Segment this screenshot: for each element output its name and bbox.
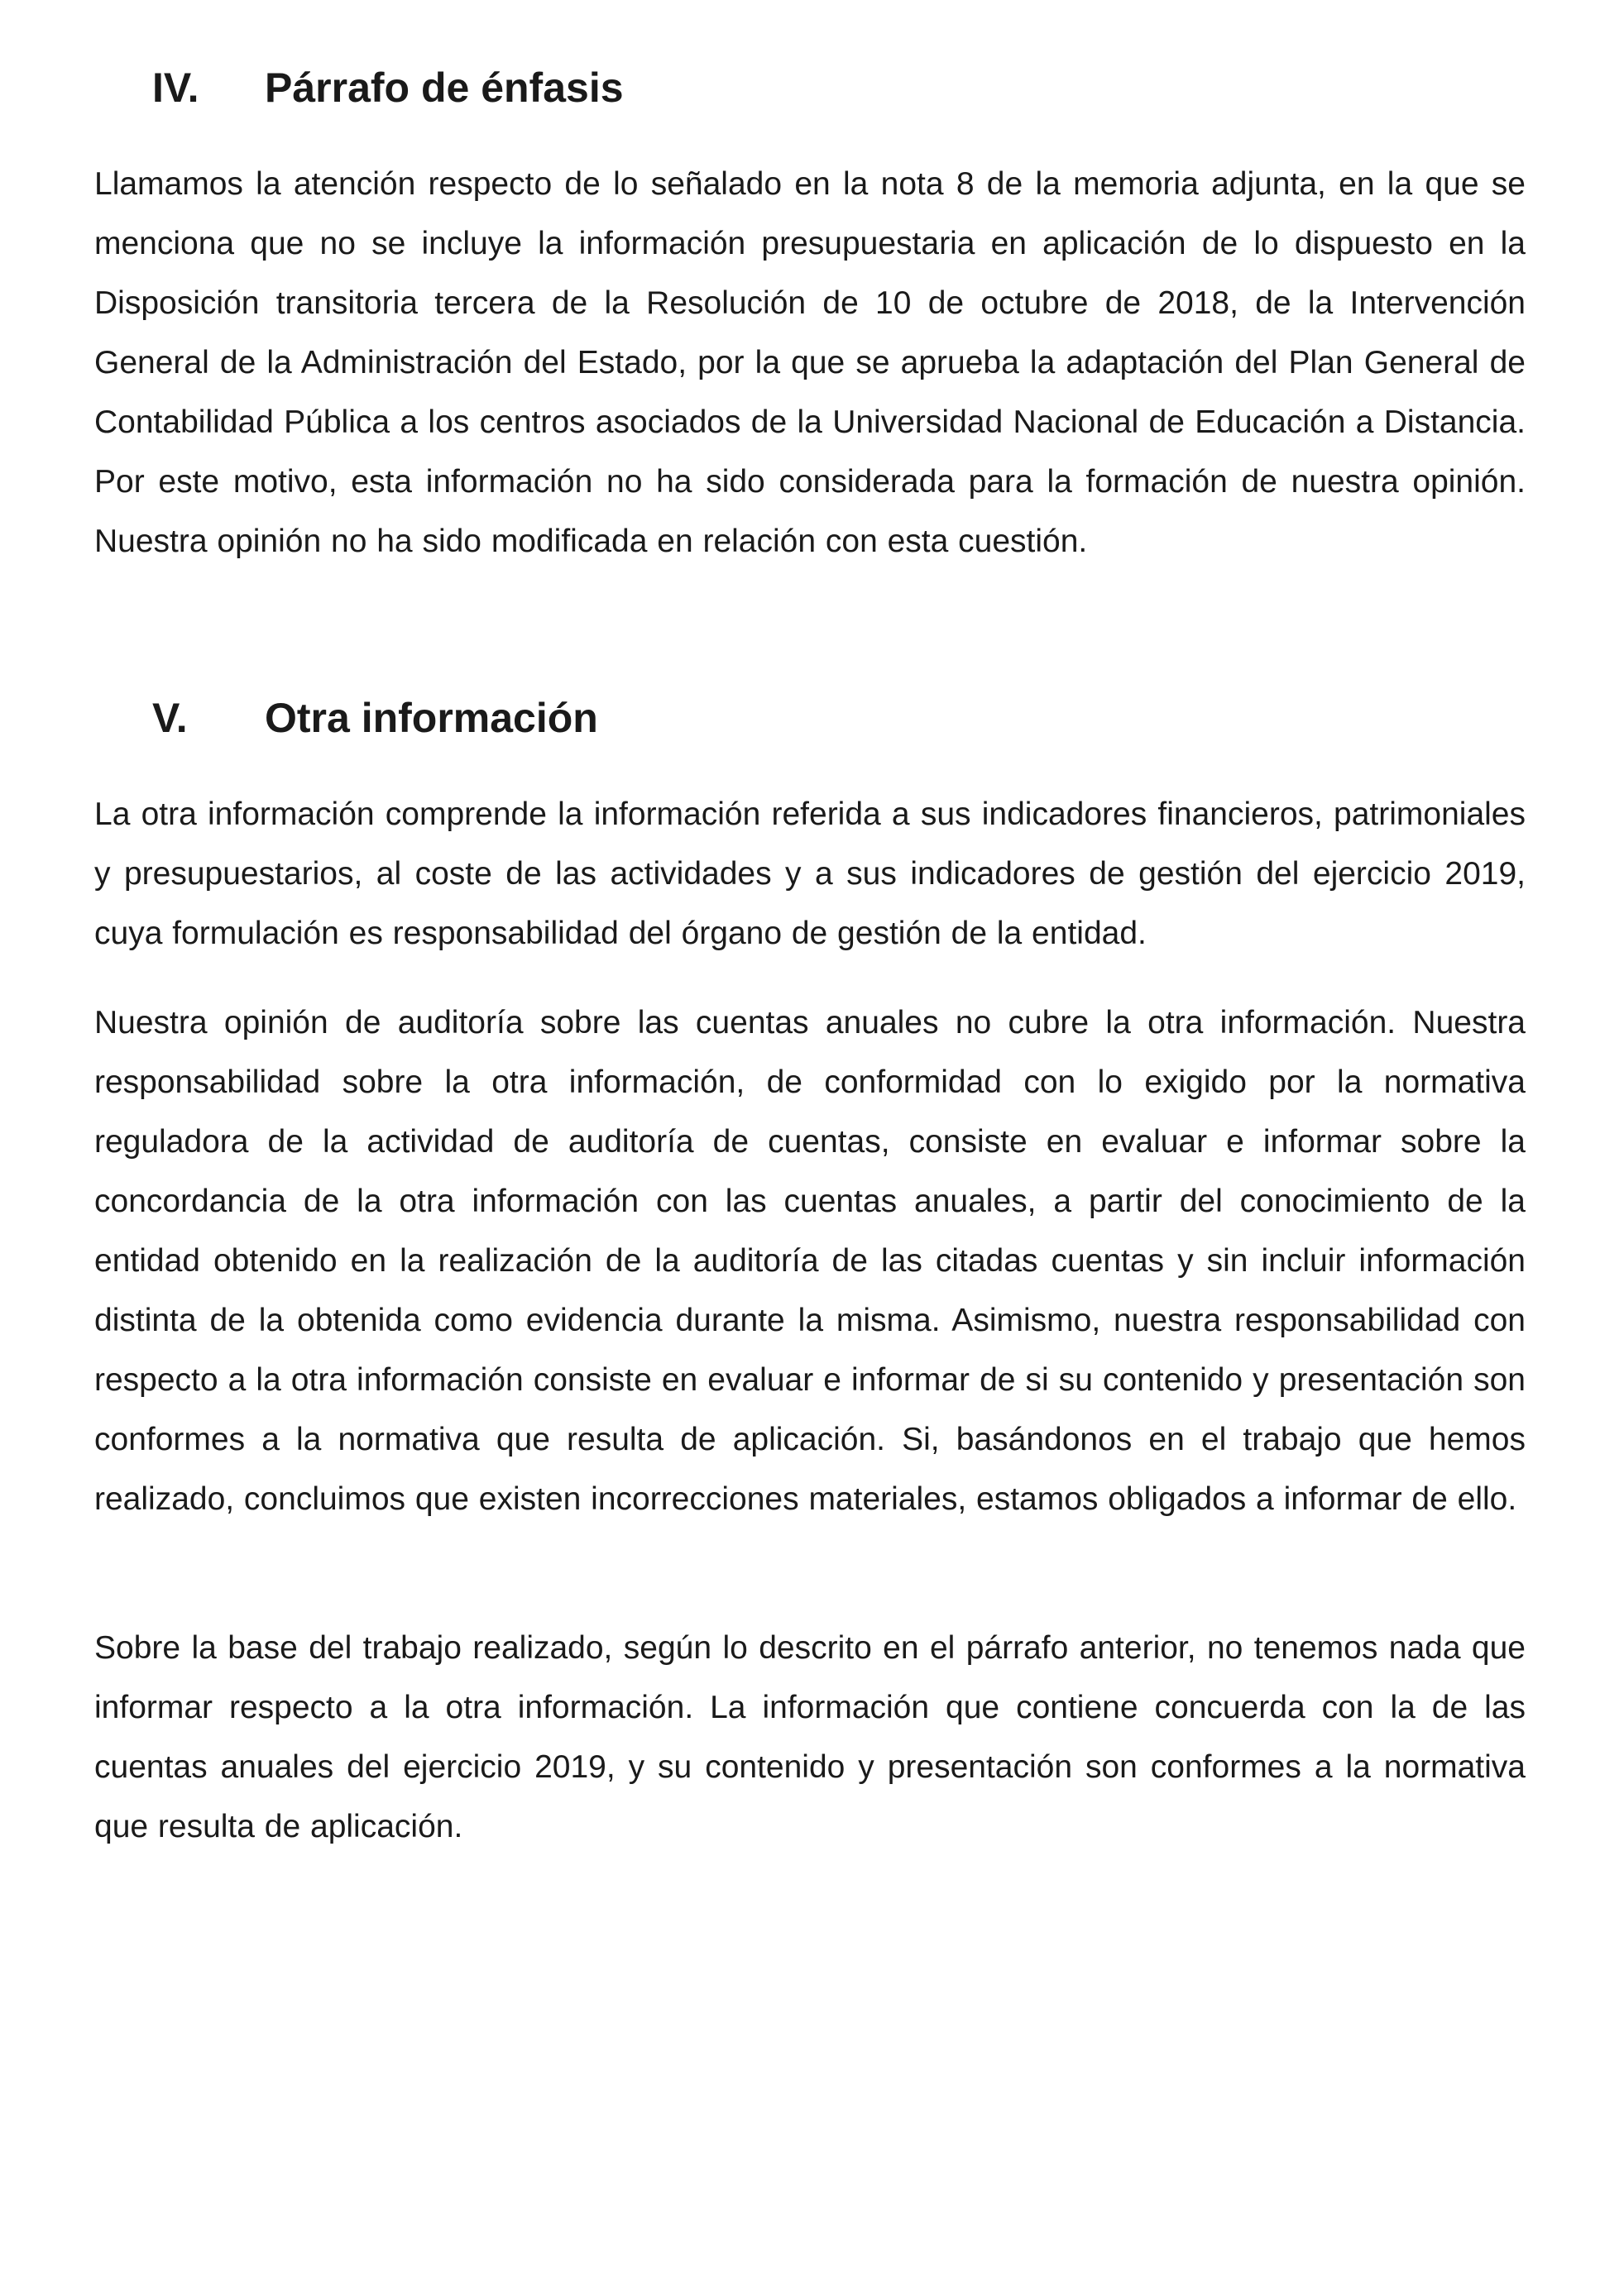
section-title: Otra información: [265, 695, 598, 741]
section-number: IV.: [152, 65, 199, 111]
paragraph-other-info-3: Sobre la base del trabajo realizado, según lo descrito en el párrafo anterior, no tenemos nada que informar respecto a la otra información. La información que contiene concuerda con la de las cuentas anuales del ejercicio 2019, y su contenido y presentación son conformes a la normativa que resulta de aplicación.: [94, 1630, 1526, 1844]
paragraph-other-info-2: Nuestra opinión de auditoría sobre las cuentas anuales no cubre la otra información. Nuestra responsabilidad sobre la otra información, de conformidad con lo exigido por la normativa reguladora de la actividad de auditoría de cuentas, consiste en evaluar e informar sobre la concordancia de la otra información con las cuentas anuales, a partir del conocimiento de la entidad obtenido en la realización de la auditoría de las citadas cuentas y sin incluir información distinta de la obtenida como evidencia durante la misma. Asimismo, nuestra responsabilidad con respecto a la otra información consiste en evaluar e informar de si su contenido y presentación son conformes a la normativa que resulta de aplicación. Si, basándonos en el trabajo que hemos realizado, concluimos que existen incorrecciones materiales, estamos obligados a informar de ello.: [94, 1005, 1526, 1517]
paragraph-emphasis: Llamamos la atención respecto de lo señalado en la nota 8 de la memoria adjunta, en la que se menciona que no se incluye la información presupuestaria en aplicación de lo dispuesto en la Disposición transitoria tercera de la Resolución de 10 de octubre de 2018, de la Intervención General de la Administración del Estado, por la que se aprueba la adaptación del Plan General de Contabilidad Pública a los centros asociados de la Universidad Nacional de Educación a Distancia. Por este motivo, esta información no ha sido considerada para la formación de nuestra opinión. Nuestra opinión no ha sido modificada en relación con esta cuestión.: [94, 166, 1526, 559]
section-title: Párrafo de énfasis: [265, 65, 624, 111]
section-number: V.: [152, 695, 188, 741]
paragraph-other-info-1: La otra información comprende la información referida a sus indicadores financieros, patrimoniales y presupuestarios, al coste de las actividades y a sus indicadores de gestión del ejercicio 2019, cuya formulación es responsabilidad del órgano de gestión de la entidad.: [94, 796, 1526, 951]
section-heading-v: [94, 693, 598, 743]
section-heading-iv: [94, 63, 624, 112]
